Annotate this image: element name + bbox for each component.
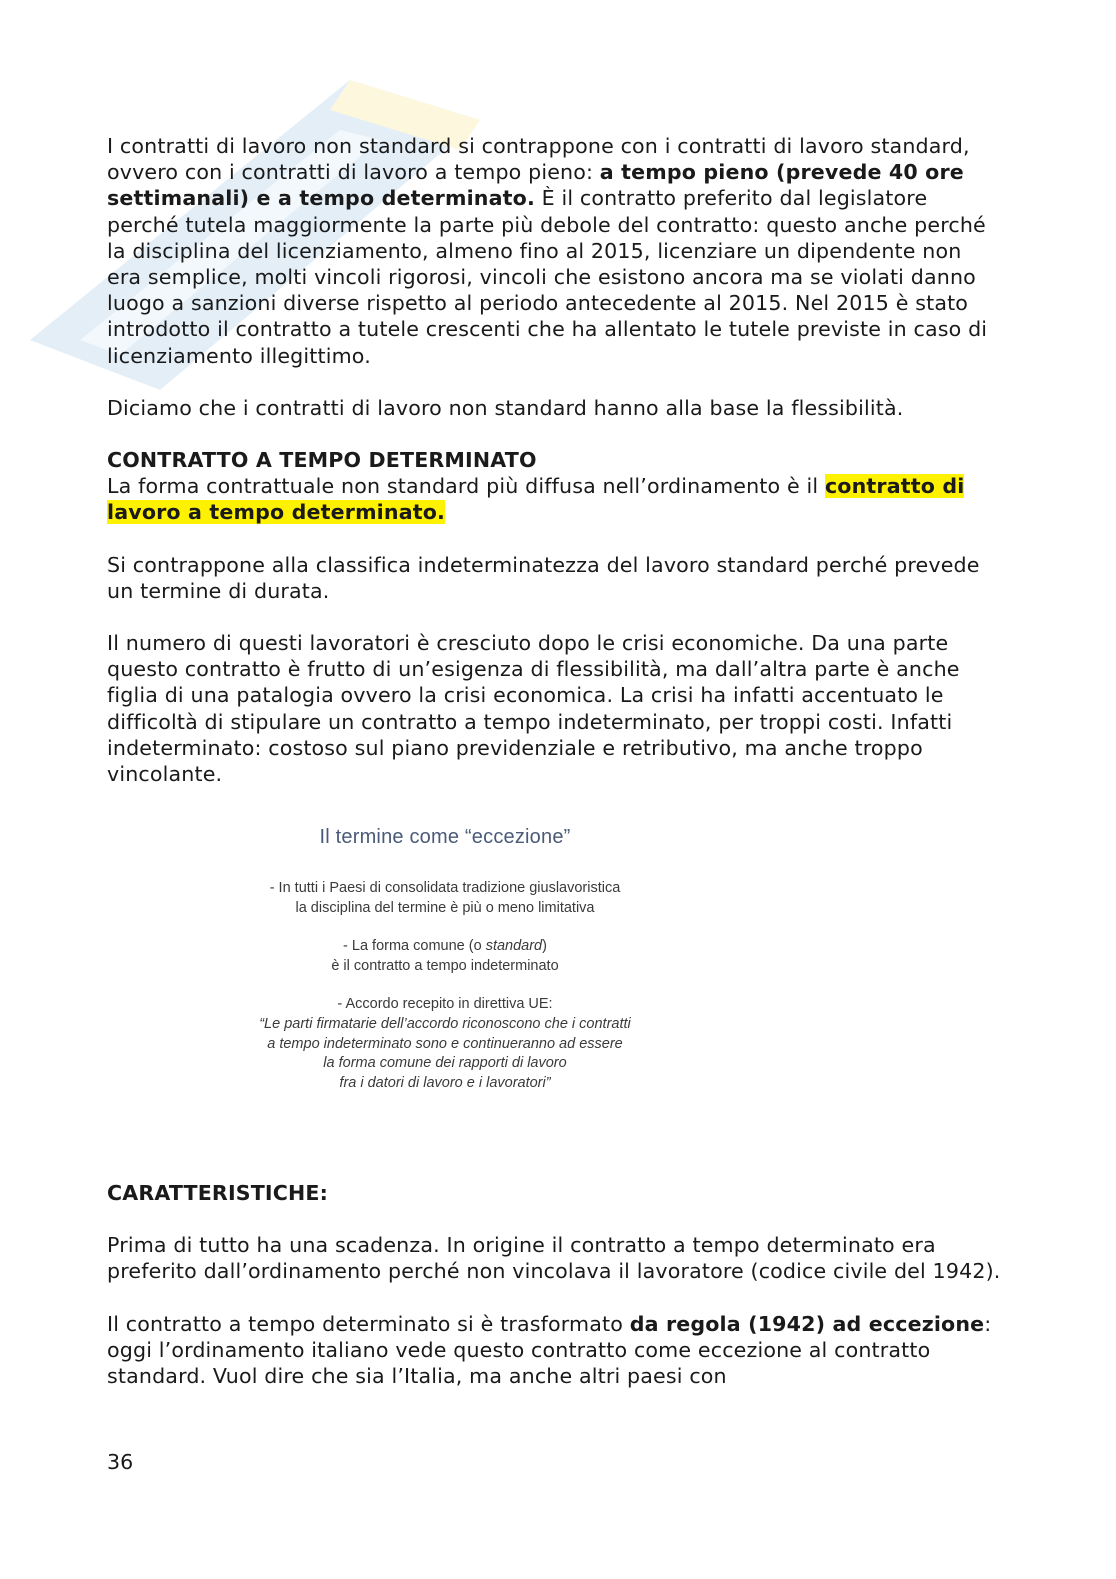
slide-quote-line: a tempo indeterminato sono e continueranno ad essere	[267, 1035, 623, 1052]
section1-text: La forma contrattuale non standard più diffusa nell’ordinamento è il	[107, 474, 825, 499]
intro-bold-text: a tempo pieno (prevede 40 ore settimanali) e a tempo determinato.	[107, 160, 964, 211]
page-number: 36	[107, 1450, 134, 1474]
slide-text: - La forma comune (o	[343, 938, 486, 955]
section2-paragraph-1: Prima di tutto ha una scadenza. In origine il contratto a tempo determinato era preferito dall’ordinamento perché non vincolava il lavoratore (codice civile del 1942).	[107, 1233, 1001, 1284]
slide-line: la disciplina del termine è più o meno limitativa	[295, 899, 595, 916]
section2-text: Il contratto a tempo determinato si è trasformato	[107, 1311, 630, 1336]
slide-line: - In tutti i Paesi di consolidata tradizione giuslavoristica	[269, 880, 621, 896]
intro-text-continued: È il contratto preferito dal legislatore perché tutela maggiormente la parte più debole del contratto: questo anche perché la disciplina del licenziamento, almeno fino al 2015, licenziare un dipendente non era semplice, molti vincoli rigorosi, vincoli che esistono ancora ma se violati danno luogo a sanzioni diverse rispetto al periodo antecedente al 2015. Nel 2015 è stato introdotto il contratto a tutele crescenti che ha allentato le tutele previste in caso di licenziamento illegittimo.	[107, 186, 988, 368]
section1-paragraph-3: Il numero di questi lavoratori è cresciuto dopo le crisi economiche. Da una parte questo contratto è frutto di un’esigenza di flessibilità, ma dall’altra parte è anche figlia di una patalogia ovvero la crisi economica. La crisi ha infatti accentuato le difficoltà di stipulare un contratto a tempo indeterminato, per troppi costi. Infatti indeterminato: costoso sul piano previdenziale e retributivo, ma anche troppo vincolante.	[107, 631, 960, 787]
intro-text: I contratti di lavoro non standard si contrappone con i contratti di lavoro standard, ovvero con i contratti di lavoro a tempo pieno:	[107, 134, 970, 185]
slide-line	[210, 937, 680, 957]
document-body	[107, 133, 1002, 787]
section2-text-continued: : oggi l’ordinamento italiano vede questo contratto come eccezione al contratto standard. Vuol dire che sia l’Italia, ma anche altri paesi con	[107, 1311, 992, 1389]
slide-quote-line: “Le parti firmatarie dell’accordo riconoscono che i contratti	[259, 1015, 631, 1032]
slide-quote-line: la forma comune dei rapporti di lavoro	[323, 1055, 567, 1072]
document-body-continued	[107, 1180, 1002, 1389]
section1-paragraph-2: Si contrappone alla classifica indeterminatezza del lavoro standard perché prevede un termine di durata.	[107, 552, 980, 603]
section2-paragraph-2	[107, 1311, 1002, 1390]
slide-title: Il termine come “eccezione”	[319, 826, 571, 848]
slide-line: è il contratto a tempo indeterminato	[331, 957, 559, 974]
highlighted-text: contratto di lavoro a tempo determinato.	[107, 474, 965, 525]
slide-image	[210, 820, 680, 1110]
section-heading-caratteristiche: CARATTERISTICHE:	[107, 1181, 328, 1205]
slide-block-1	[210, 879, 680, 918]
slide-italic-text: standard	[485, 938, 543, 955]
slide-line: - Accordo recepito in direttiva UE:	[337, 996, 553, 1013]
slide-block-3	[210, 995, 680, 1093]
slide-block-2	[210, 937, 680, 976]
intro-paragraph	[107, 133, 1002, 369]
section1-paragraph-1	[107, 473, 1002, 525]
slide-text: )	[542, 938, 547, 955]
section2-bold-text: da regola (1942) ad eccezione	[629, 1311, 985, 1336]
flexibility-paragraph: Diciamo che i contratti di lavoro non standard hanno alla base la flessibilità.	[107, 395, 904, 420]
section-heading-tempo-determinato: CONTRATTO A TEMPO DETERMINATO	[107, 448, 537, 473]
slide-quote-line: fra i datori di lavoro e i lavoratori”	[339, 1074, 551, 1091]
